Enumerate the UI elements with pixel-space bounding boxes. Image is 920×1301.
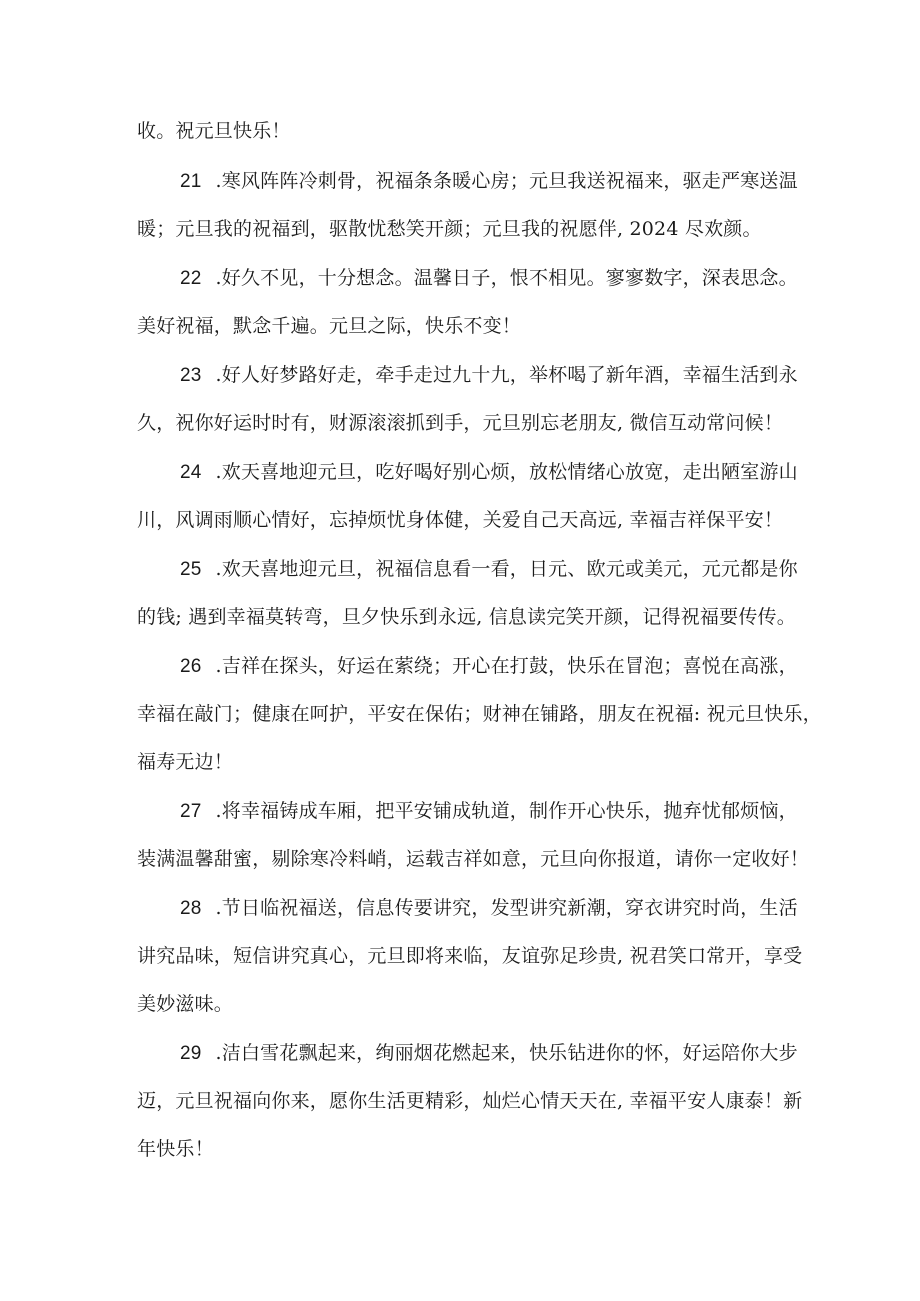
item-27-line-1: 27 .将幸福铸成车厢，把平安铺成轨道，制作开心快乐，抛弃忧郁烦恼， (180, 800, 798, 822)
paragraph-line: 收。祝元旦快乐！ (137, 120, 291, 142)
item-number: 21 (180, 171, 202, 192)
item-21-line-2: 暖；元旦我的祝福到，驱散忧愁笑开颜；元旦我的祝愿伴, 2024 尽欢颜。 (137, 218, 762, 240)
item-22-line-2: 美好祝福，默念千遍。元旦之际，快乐不变！ (137, 315, 522, 337)
item-number: 26 (180, 656, 202, 677)
item-29-line-2: 迈，元旦祝福向你来，愿你生活更精彩，灿烂心情天天在, 幸福平安人康泰！新 (137, 1090, 803, 1112)
item-29-line-1: 29 .洁白雪花飘起来，绚丽烟花燃起来，快乐钻进你的怀，好运陪你大步 (180, 1042, 798, 1064)
item-number: 22 (180, 268, 202, 289)
item-number: 29 (180, 1043, 202, 1064)
item-number: 23 (180, 365, 202, 386)
item-26-line-3: 福寿无边！ (137, 751, 234, 773)
item-number: 24 (180, 462, 202, 483)
item-number: 28 (180, 898, 202, 919)
item-29-line-3: 年快乐！ (137, 1138, 214, 1160)
item-26-line-1: 26 .吉祥在探头，好运在萦绕；开心在打鼓，快乐在冒泡；喜悦在高涨， (180, 655, 798, 677)
item-24-line-2: 川，风调雨顺心情好，忘掉烦忧身体健，关爱自己天高远, 幸福吉祥保平安！ (137, 509, 784, 531)
item-25-line-1: 25 .欢天喜地迎元旦，祝福信息看一看，日元、欧元或美元，元元都是你 (180, 558, 798, 580)
item-28-line-2: 讲究品味，短信讲究真心，元旦即将来临，友谊弥足珍贵, 祝君笑口常开，享受 (137, 945, 803, 967)
item-26-line-2: 幸福在敲门；健康在呵护，平安在保佑；财神在铺路，朋友在祝福: 祝元旦快乐， (137, 703, 822, 725)
item-27-line-2: 装满温馨甜蜜，剔除寒冷料峭，运载吉祥如意，元旦向你报道，请你一定收好！ (137, 848, 810, 870)
item-28-line-1: 28 .节日临祝福送，信息传要讲究，发型讲究新潮，穿衣讲究时尚，生活 (180, 897, 798, 919)
item-22-line-1: 22 .好久不见，十分想念。温馨日子，恨不相见。寥寥数字，深表思念。 (180, 267, 798, 289)
item-number: 25 (180, 559, 202, 580)
item-number: 27 (180, 801, 202, 822)
item-23-line-2: 久，祝你好运时时有，财源滚滚抓到手，元旦别忘老朋友, 微信互动常问候！ (137, 412, 784, 434)
item-28-line-3: 美妙滋味。 (137, 993, 234, 1015)
item-25-line-2: 的钱; 遇到幸福莫转弯，旦夕快乐到永远, 信息读完笑开颜，记得祝福要传传。 (137, 606, 796, 628)
item-21-line-1: 21 .寒风阵阵冷刺骨，祝福条条暖心房；元旦我送祝福来，驱走严寒送温 (180, 170, 798, 192)
item-24-line-1: 24 .欢天喜地迎元旦，吃好喝好别心烦，放松情绪心放宽，走出陋室游山 (180, 461, 798, 483)
item-23-line-1: 23 .好人好梦路好走，牵手走过九十九，举杯喝了新年酒，幸福生活到永 (180, 364, 798, 386)
